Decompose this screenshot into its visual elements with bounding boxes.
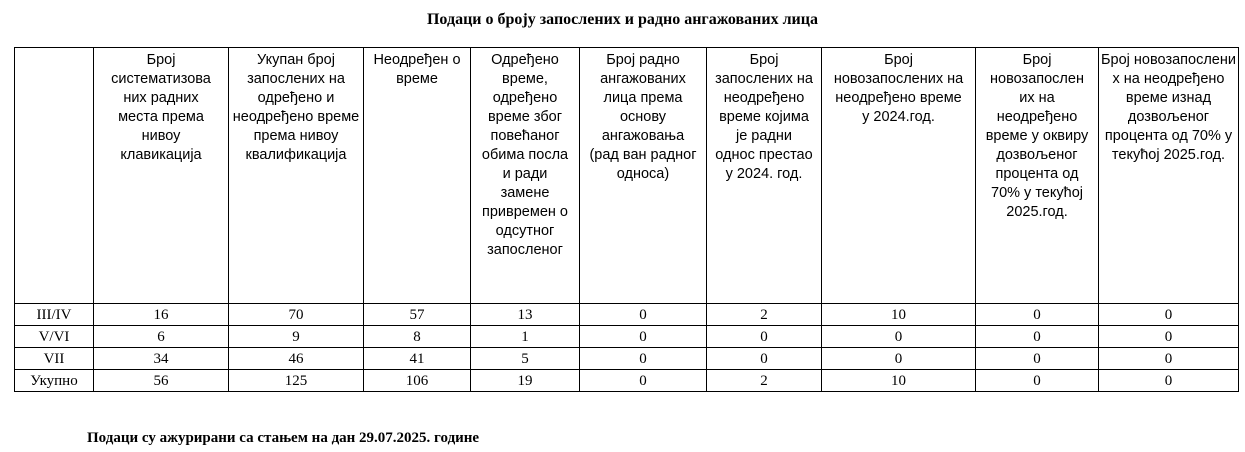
table-cell: 13	[471, 304, 580, 326]
table-cell: 0	[580, 304, 707, 326]
table-cell: 0	[580, 326, 707, 348]
table-row	[15, 348, 1239, 370]
header-cell-new-hires-above-70: Број новозапослени х на неодређено време изнад дозвољеног процента од 70% у текућој 2025.год.	[1099, 48, 1239, 304]
table-cell: 0	[1099, 326, 1239, 348]
header-cell-new-hires-2024: Број новозапослених на неодређено време у 2024.год.	[822, 48, 976, 304]
row-label: III/IV	[15, 304, 94, 326]
row-label: V/VI	[15, 326, 94, 348]
table-cell: 10	[822, 370, 976, 392]
update-note: Подаци су ажурирани са стањем на дан 29.07.2025. године	[87, 430, 480, 446]
header-cell-level	[15, 48, 94, 304]
header-cell-new-hires-within-70: Број новозапослен их на неодређено време у оквиру дозвољеног процента од 70% у текућој 2025.год.	[976, 48, 1099, 304]
header-cell-terminated-2024: Број запослених на неодређено време којима је радни однос престао у 2024. год.	[707, 48, 822, 304]
table-cell: 19	[471, 370, 580, 392]
table-cell: 0	[707, 348, 822, 370]
table-row	[15, 304, 1239, 326]
table-cell: 1	[471, 326, 580, 348]
table-cell: 0	[707, 326, 822, 348]
header-cell-engaged-persons: Број радно ангажованих лица према основу ангажовања (рад ван радног односа)	[580, 48, 707, 304]
header-cell-fixed-term: Одређено време, одређено време због повећаног обима посла и ради замене привремен о одсутног запосленог	[471, 48, 580, 304]
table-cell: 0	[1099, 370, 1239, 392]
table-cell: 70	[229, 304, 364, 326]
table-cell: 8	[364, 326, 471, 348]
table-row-total	[15, 370, 1239, 392]
header-row	[15, 48, 1239, 304]
table-cell: 9	[229, 326, 364, 348]
table-cell: 6	[94, 326, 229, 348]
table-cell: 10	[822, 304, 976, 326]
table-cell: 0	[976, 304, 1099, 326]
table-cell: 34	[94, 348, 229, 370]
table-cell: 2	[707, 370, 822, 392]
table-cell: 0	[822, 348, 976, 370]
table-cell: 57	[364, 304, 471, 326]
table-cell: 0	[976, 370, 1099, 392]
table-cell: 5	[471, 348, 580, 370]
table-cell: 0	[1099, 348, 1239, 370]
table-cell: 16	[94, 304, 229, 326]
employee-data-table	[14, 47, 1239, 392]
table-cell: 106	[364, 370, 471, 392]
table-row	[15, 326, 1239, 348]
table-cell: 46	[229, 348, 364, 370]
table-cell: 0	[580, 370, 707, 392]
header-cell-total-employees: Укупан број запослених на одређено и неодређено време према нивоу квалификација	[229, 48, 364, 304]
table-cell: 0	[1099, 304, 1239, 326]
table-cell: 0	[580, 348, 707, 370]
row-label: VII	[15, 348, 94, 370]
table-cell: 0	[822, 326, 976, 348]
page-title: Подаци о броју запослених и радно ангажованих лица	[426, 11, 818, 28]
table-cell: 2	[707, 304, 822, 326]
table-cell: 125	[229, 370, 364, 392]
table-cell: 0	[976, 326, 1099, 348]
table-cell: 41	[364, 348, 471, 370]
table-cell: 0	[976, 348, 1099, 370]
header-cell-indefinite: Неодређен о време	[364, 48, 471, 304]
header-cell-systematized-positions: Број систематизова них радних места према нивоу клавикација	[94, 48, 229, 304]
row-label: Укупно	[15, 370, 94, 392]
table-cell: 56	[94, 370, 229, 392]
